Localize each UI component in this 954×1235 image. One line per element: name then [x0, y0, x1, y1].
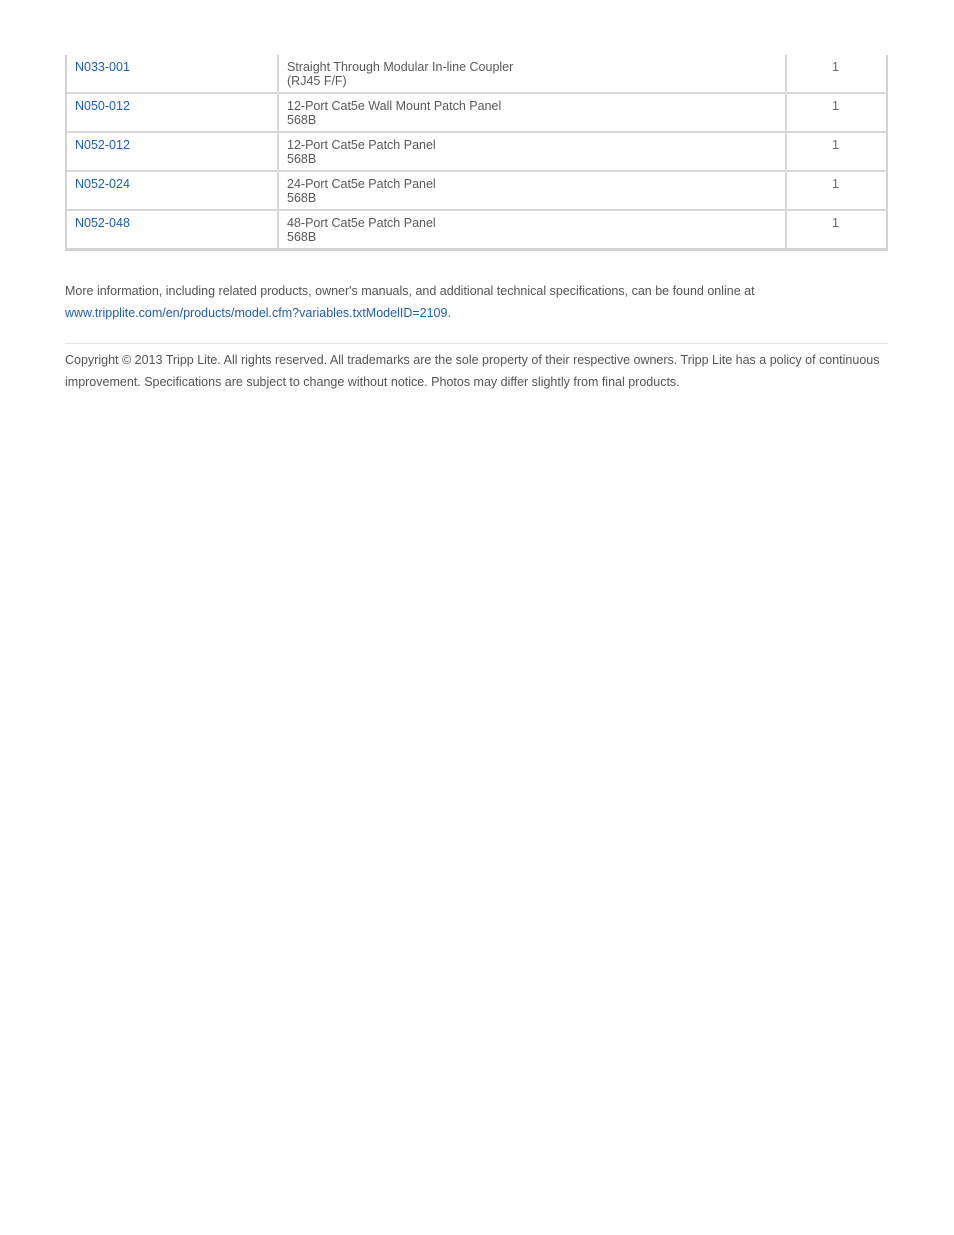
more-info-suffix: . — [447, 306, 451, 320]
description-line: 48-Port Cat5e Patch Panel — [287, 216, 436, 230]
quantity-cell: 1 — [787, 131, 886, 170]
description-line: 12-Port Cat5e Patch Panel — [287, 138, 436, 152]
description-line: 24-Port Cat5e Patch Panel — [287, 177, 436, 191]
parts-table — [65, 55, 888, 251]
table-row — [67, 55, 886, 92]
quantity-cell: 1 — [832, 60, 839, 74]
more-info-paragraph — [65, 280, 888, 324]
description-detail: 568B — [287, 191, 317, 205]
description-detail: 568B — [287, 152, 317, 166]
quantity-cell: 1 — [787, 170, 886, 209]
sku-link[interactable]: N050-012 — [75, 99, 130, 113]
description-line: 12-Port Cat5e Wall Mount Patch Panel — [287, 99, 502, 113]
table-row — [67, 209, 886, 248]
sku-cell — [67, 92, 279, 131]
table-row — [67, 170, 886, 209]
table-row — [67, 92, 886, 131]
description-cell — [279, 209, 787, 248]
sku-link[interactable]: N052-024 — [75, 177, 130, 191]
sku-link[interactable]: N052-012 — [75, 138, 130, 152]
divider — [65, 343, 888, 344]
product-page-link[interactable]: www.tripplite.com/en/products/model.cfm?variables.txtModelID=2109 — [65, 306, 448, 320]
table-row — [67, 131, 886, 170]
more-info-text: More information, including related products, owner's manuals, and additional technical specifications, can be found online at — [65, 284, 755, 298]
sku-link[interactable]: N052-048 — [75, 216, 130, 230]
quantity-cell: 1 — [787, 209, 886, 248]
description-line: Straight Through Modular In-line Coupler — [287, 60, 514, 74]
description-cell — [279, 170, 787, 209]
quantity-cell: 1 — [787, 92, 886, 131]
sku-cell — [67, 209, 279, 248]
copyright-notice: Copyright © 2013 Tripp Lite. All rights reserved. All trademarks are the sole property of their respective owners. Tripp Lite has a policy of continuous improvement. Specifications are subject to change without notice. Photos may differ slightly from final products. — [65, 353, 880, 389]
sku-link[interactable]: N033-001 — [75, 60, 130, 74]
sku-cell — [67, 55, 279, 92]
description-detail: 568B — [287, 113, 317, 127]
description-cell — [279, 92, 787, 131]
description-cell — [279, 131, 787, 170]
description-detail: (RJ45 F/F) — [287, 74, 347, 88]
description-cell — [279, 55, 787, 92]
description-detail: 568B — [287, 230, 317, 244]
sku-cell — [67, 170, 279, 209]
sku-cell — [67, 131, 279, 170]
